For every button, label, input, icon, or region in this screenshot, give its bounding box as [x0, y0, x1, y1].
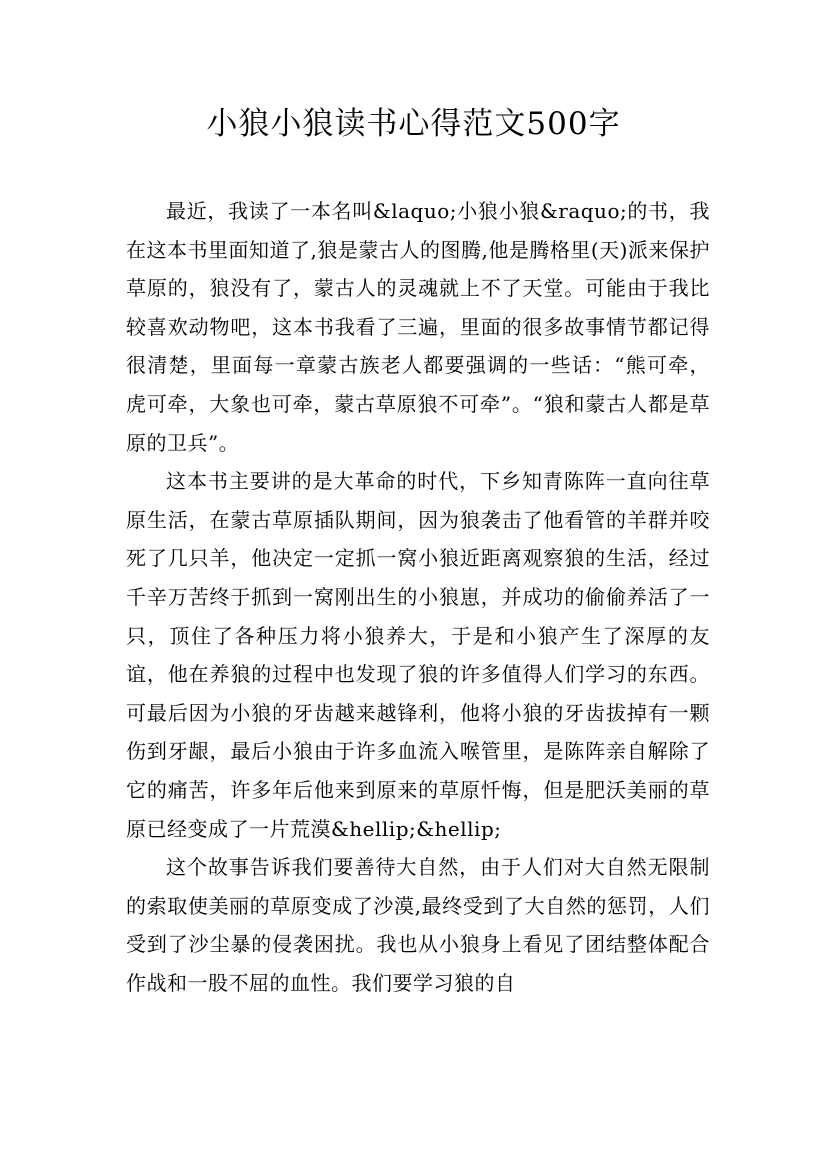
paragraph-1: 最近，我读了一本名叫&laquo;小狼小狼&raquo;的书，我在这本书里面知道了,狼是蒙古人的图腾,他是腾格里(天)派来保护草原的，狼没有了，蒙古人的灵魂就上不了天堂。可能由于我比较喜欢动物吧，这本书我看了三遍，里面的很多故事情节都记得很清楚，里面每一章蒙古族老人都要强调的一些话：“熊可牵，虎可牵，大象也可牵，蒙古草原狼不可牵”。“狼和蒙古人都是草原的卫兵”。 [126, 199, 710, 455]
paragraph-2: 这本书主要讲的是大革命的时代，下乡知青陈阵一直向往草原生活，在蒙古草原插队期间，因为狼袭击了他看管的羊群并咬死了几只羊，他决定一定抓一窝小狼近距离观察狼的生活，经过千辛万苦终于抓到一窝刚出生的小狼崽，并成功的偷偷养活了一只，顶住了各种压力将小狼养大，于是和小狼产生了深厚的友谊，他在养狼的过程中也发现了狼的许多值得人们学习的东西。可最后因为小狼的牙齿越来越锋利，他将小狼的牙齿拔掉有一颗伤到牙龈，最后小狼由于许多血流入喉管里，是陈阵亲自解除了它的痛苦，许多年后他来到原来的草原忏悔，但是肥沃美丽的草原已经变成了一片荒漠&hellip;&hellip; [126, 469, 710, 841]
paragraph-3: 这个故事告诉我们要善待大自然，由于人们对大自然无限制的索取使美丽的草原变成了沙漠,最终受到了大自然的惩罚，人们受到了沙尘暴的侵袭困扰。我也从小狼身上看见了团结整体配合作战和一股不屈的血性。我们要学习狼的自 [126, 855, 710, 995]
document-title: 小狼小狼读书心得范文500字 [206, 106, 621, 142]
document-body [126, 192, 710, 1002]
